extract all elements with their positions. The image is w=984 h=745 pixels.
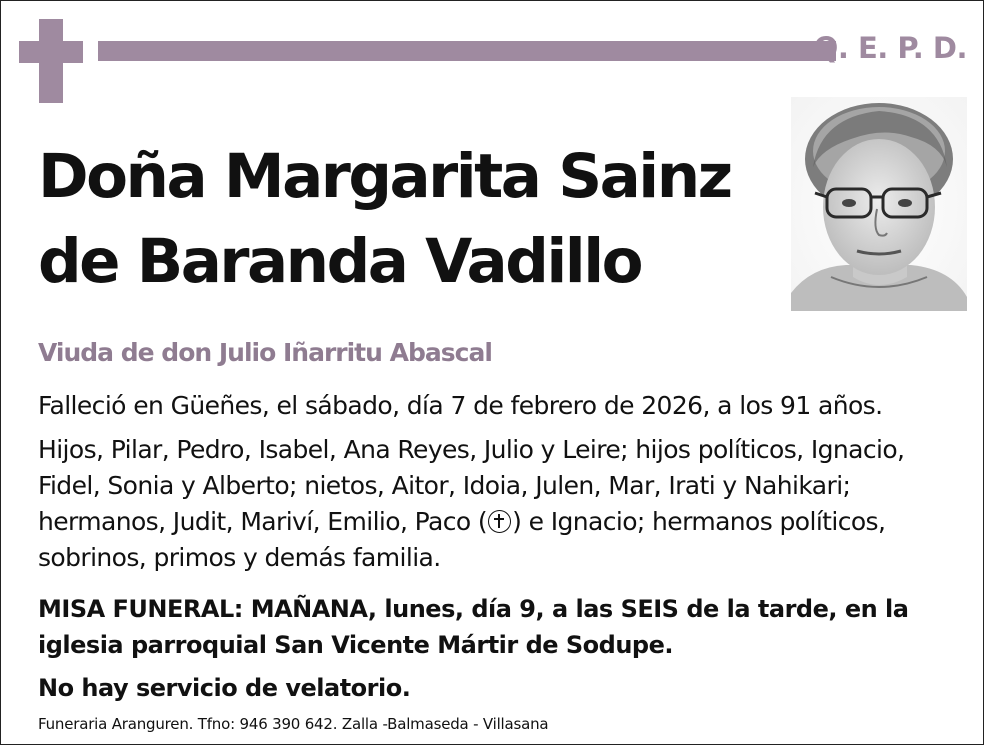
death-notice-line: Falleció en Güeñes, el sábado, día 7 de febrero de 2026, a los 91 años. [38,391,883,420]
no-wake-notice: No hay servicio de velatorio. [38,674,411,702]
funeral-mass-notice: MISA FUNERAL: MAÑANA, lunes, día 9, a las SEIS de la tarde, en la iglesia parroquial San Vicente Mártir de Sodupe. [38,595,909,659]
widow-of-line: Viuda de don Julio Iñarritu Abascal [38,338,492,367]
family-list [38,432,958,576]
qepd-label: Q. E. P. D. [813,31,967,65]
funeral-home-footer: Funeraria Aranguren. Tfno: 946 390 642. Zalla -Balmaseda - Villasana [38,715,549,733]
name-line-1: Doña Margarita Sainz [38,141,731,212]
deceased-name [38,134,778,304]
family-text-end: ) e Ignacio; hermanos políticos, sobrinos, primos y demás familia. [38,507,886,572]
portrait-photo [791,97,967,311]
header-rule [98,41,836,61]
cross-icon-bar [19,41,83,63]
name-line-2: de Baranda Vadillo [38,226,642,297]
latin-cross-circle-icon [488,510,511,533]
family-text-start: Hijos, Pilar, Pedro, Isabel, Ana Reyes, Julio y Leire; hijos políticos, Ignacio, Fidel, Sonia y Alberto; nietos, Aitor, Idoia, Julen, Mar, Irati y Nahikari; hermanos, Judit, Mariví, Emilio, Paco ( [38,435,905,536]
